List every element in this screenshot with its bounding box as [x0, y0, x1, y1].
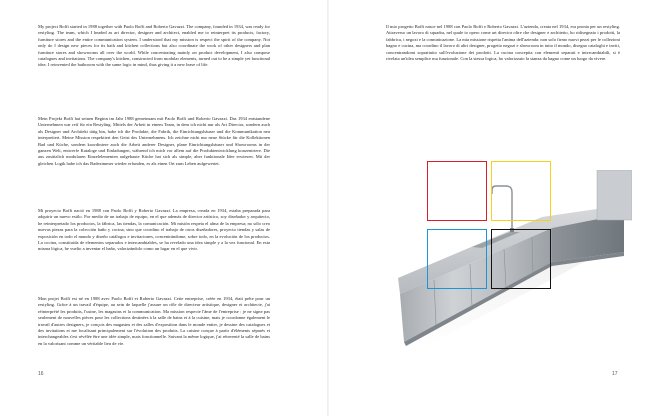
tall-cabinet — [597, 170, 632, 220]
paragraph-spanish: Mi proyecto Boffi nació en 1988 con Paolo Boffi y Roberto Gavazzi. La empresa, creada en 1934, estaba preparada para adquirir un nuevo estilo. Por medio de un trabajo de equipo, en el que además de director artístico, soy diseñador y arquitecto, he reinterpretado los productos, la fábrica, las tiendas, la comunicación. Mi misión respeta el alma de la empresa; no sólo creo nuevas piezas para la colección baño y cocina, sino que coordino el trabajo de otros diseñadores, proyecto tiendas y salas de exposición en todo el mundo y diseño catálogos e invitaciones, concentrándome, sobre todo, en la evolución de los productos. La cocina, constituida de elementos separados e intercambiables, se ha revelado una idea simple y a la vez funcional. En esta misma lógica, he vuelto a inventar el baño, valorizándolo como un lugar en el que vivir. — [38, 208, 270, 252]
text-block-italian — [386, 24, 620, 62]
annotation-box-black — [491, 229, 551, 289]
annotation-box-yellow — [491, 161, 551, 221]
page-number-left: 16 — [38, 371, 44, 377]
paragraph-german: Mein Projekt Boffi hat seinen Beginn im Jahr 1988 gemeinsam mit Paolo Boffi und Roberto Gavazzi. Das 1934 entstandene Unternehmen war reif für ein Restyling. Mittels der Arbeit in einem Team, in dem ich nicht nur als Art Director, sondern auch als Designer und Architekt tätig bin, habe ich die Produkte, die Fabrik, die Einrichtungshäuser und die Kommunikation neu interpretiert. Meine Mission respektiert den Geist des Unternehmens. Ich zeichne nicht nur neue Stücke für die Kollektionen Bad und Küche, sondern koordiniere auch die Arbeit anderer Designer, plane Einrichtungshäuser und Showrooms in der ganzen Welt, entwerfe Kataloge und Einladungen, während ich mich vor allem auf die Produktentwicklung konzentriere. Die aus zusätzlich modularen Einzelelementen aufgebaute Küche hat sich als simple, aber funktionale Idee erwiesen. Mit der gleichen Logik habe ich das Badezimmer wieder erfunden, es als einen Ort zum Leben aufgewertet. — [38, 116, 270, 166]
text-block-spanish — [38, 208, 270, 253]
paragraph-french: Mon projet Boffi est né en 1988 avec Paolo Boffi et Roberto Gavazzi. Cette entreprise, créée en 1934, était prête pour un restyling. Grâce à un travail d'équipe, au sein de laquelle j'assure un rôle de directeur artistique, designer et architecte, j'ai réinterprété les produits, l'usine, les magasins et la communication. Ma mission respecte l'âme de l'entreprise : je ne signe pas seulement de nouvelles pièces pour les collections destinées à la salle de bains et à la cuisine, mais je coordonne également le travail d'autres designers, je conçois des magasins et des salles d'exposition dans le monde entier, je dessine des catalogues et des invitations et me focalisant principalement sur l'évolution des produits. La cuisine conçue à partir d'éléments séparés et interchangeables s'est révélée être une idée simple, mais fonctionnelle. Suivant la même logique, j'ai réinventé la salle de bains en la valorisant comme un véritable lieu de vie. — [38, 296, 270, 346]
annotation-box-red — [427, 161, 487, 221]
paragraph-english: My project Boffi started in 1988 together with Paolo Boffi and Roberto Gavazzi. The company, founded in 1934, was ready for restyling. The team, which I headed as art director, designer and architect, enabled me to reinterpret its products, factory, furniture stores and the entire communication system. I understood that my mission is respect the spirit of the company. Not only do I design new pieces for its bath and kitchen collections but also coordinate the work of other designers and plan furniture stores and showrooms all over the world. While concentrating mainly on product development, I also compose catalogues and invitations. The company's kitchen, constructed from modular elements, turned out to be a simple yet functional idea. I reinvented the bathroom with the same logic in mind, thus giving it a new lease of life. — [38, 24, 270, 68]
text-block-german — [38, 116, 270, 167]
text-block-english — [38, 24, 270, 69]
paragraph-italian: Il mio progetto Boffi nasce nel 1988 con Paolo Boffi e Roberto Gavazzi. L'azienda, creata nel 1934, era pronta per un restyling. Attraverso un lavoro di squadra, nel quale io opero come art director oltre che designer e architetto, ho ridisegnato i prodotti, la fabbrica, i negozi e la comunicazione. La mia missione rispetta l'anima dell'azienda: non solo firmo nuovi pezzi per le collezioni bagno e cucina, ma coordino il lavoro di altri designer, progetto negozi e showroom in tutto il mondo, disegno cataloghi e inviti, concentrandomi soprattutto sull'evoluzione dei prodotti. La cucina concepita con elementi separati e intercambiabili, si è rivelata un'idea semplice ma funzionale. Con la stessa logica, ho valorizzato la stanza da bagno come un luogo da vivere. — [386, 24, 620, 62]
annotation-box-blue — [427, 229, 487, 289]
page-gutter — [327, 0, 329, 416]
text-block-french — [38, 296, 270, 347]
page-number-right: 17 — [612, 371, 618, 377]
